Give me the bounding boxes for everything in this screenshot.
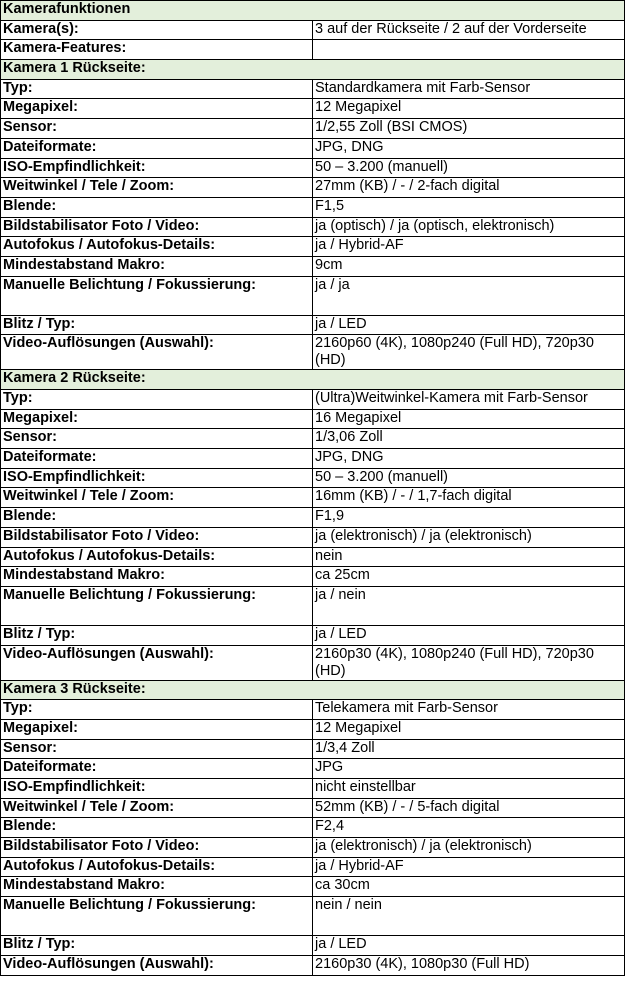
spec-value: 52mm (KB) / - / 5-fach digital bbox=[313, 798, 625, 818]
spec-label: Bildstabilisator Foto / Video: bbox=[1, 838, 313, 858]
spec-row bbox=[1, 158, 625, 178]
spec-label: Sensor: bbox=[1, 429, 313, 449]
spec-label: Dateiformate: bbox=[1, 759, 313, 779]
spec-value: ja / LED bbox=[313, 936, 625, 956]
spec-row bbox=[1, 739, 625, 759]
spec-value: 3 auf der Rückseite / 2 auf der Vorderseite bbox=[313, 20, 625, 40]
spec-value: 12 Megapixel bbox=[313, 99, 625, 119]
spec-label: Blitz / Typ: bbox=[1, 625, 313, 645]
spec-label: ISO-Empfindlichkeit: bbox=[1, 779, 313, 799]
spec-row bbox=[1, 955, 625, 975]
spec-row bbox=[1, 449, 625, 469]
spec-table-body bbox=[1, 1, 625, 976]
spec-label: Video-Auflösungen (Auswahl): bbox=[1, 955, 313, 975]
spec-row bbox=[1, 40, 625, 60]
camera-2-section-row bbox=[1, 370, 625, 390]
spec-label: Typ: bbox=[1, 390, 313, 410]
spec-row bbox=[1, 547, 625, 567]
spec-value: ja / nein bbox=[313, 586, 625, 625]
spec-label: ISO-Empfindlichkeit: bbox=[1, 468, 313, 488]
spec-row bbox=[1, 936, 625, 956]
spec-label: Video-Auflösungen (Auswahl): bbox=[1, 335, 313, 370]
spec-row bbox=[1, 409, 625, 429]
spec-label: Autofokus / Autofokus-Details: bbox=[1, 237, 313, 257]
spec-label: Kamera(s): bbox=[1, 20, 313, 40]
spec-row bbox=[1, 857, 625, 877]
spec-value: ja / Hybrid-AF bbox=[313, 237, 625, 257]
spec-value: 50 – 3.200 (manuell) bbox=[313, 158, 625, 178]
spec-value: nein / nein bbox=[313, 897, 625, 936]
spec-label: Mindestabstand Makro: bbox=[1, 877, 313, 897]
spec-value: JPG bbox=[313, 759, 625, 779]
spec-value: ja (elektronisch) / ja (elektronisch) bbox=[313, 838, 625, 858]
spec-label: Mindestabstand Makro: bbox=[1, 567, 313, 587]
spec-row bbox=[1, 178, 625, 198]
spec-row bbox=[1, 488, 625, 508]
spec-row bbox=[1, 508, 625, 528]
spec-row bbox=[1, 138, 625, 158]
spec-row bbox=[1, 429, 625, 449]
spec-row bbox=[1, 779, 625, 799]
camera-1-section-row bbox=[1, 60, 625, 80]
spec-row bbox=[1, 586, 625, 625]
spec-value: 12 Megapixel bbox=[313, 719, 625, 739]
spec-label: Manuelle Belichtung / Fokussierung: bbox=[1, 276, 313, 315]
spec-row bbox=[1, 256, 625, 276]
kamerafunktionen-section-row bbox=[1, 1, 625, 21]
spec-label: Autofokus / Autofokus-Details: bbox=[1, 857, 313, 877]
spec-row bbox=[1, 276, 625, 315]
spec-row bbox=[1, 335, 625, 370]
spec-value: nicht einstellbar bbox=[313, 779, 625, 799]
spec-label: Megapixel: bbox=[1, 409, 313, 429]
spec-value: 16 Megapixel bbox=[313, 409, 625, 429]
spec-value: nein bbox=[313, 547, 625, 567]
spec-value: 1/3,06 Zoll bbox=[313, 429, 625, 449]
camera-2-section-title: Kamera 2 Rückseite: bbox=[1, 370, 625, 390]
spec-row bbox=[1, 897, 625, 936]
spec-value: Telekamera mit Farb-Sensor bbox=[313, 700, 625, 720]
spec-value: 27mm (KB) / - / 2-fach digital bbox=[313, 178, 625, 198]
spec-row bbox=[1, 700, 625, 720]
spec-value: 50 – 3.200 (manuell) bbox=[313, 468, 625, 488]
spec-label: Weitwinkel / Tele / Zoom: bbox=[1, 798, 313, 818]
spec-value: F1,9 bbox=[313, 508, 625, 528]
spec-label: Manuelle Belichtung / Fokussierung: bbox=[1, 897, 313, 936]
spec-value: Standardkamera mit Farb-Sensor bbox=[313, 79, 625, 99]
spec-label: Blende: bbox=[1, 197, 313, 217]
camera-3-section-title: Kamera 3 Rückseite: bbox=[1, 680, 625, 700]
spec-label: Sensor: bbox=[1, 739, 313, 759]
spec-row bbox=[1, 719, 625, 739]
spec-row bbox=[1, 468, 625, 488]
spec-label: Dateiformate: bbox=[1, 449, 313, 469]
spec-value: JPG, DNG bbox=[313, 449, 625, 469]
spec-value: 2160p30 (4K), 1080p240 (Full HD), 720p30 (HD) bbox=[313, 645, 625, 680]
spec-value: ca 25cm bbox=[313, 567, 625, 587]
spec-row bbox=[1, 759, 625, 779]
spec-value: ja / Hybrid-AF bbox=[313, 857, 625, 877]
spec-label: Dateiformate: bbox=[1, 138, 313, 158]
spec-label: Blitz / Typ: bbox=[1, 936, 313, 956]
spec-row bbox=[1, 527, 625, 547]
spec-label: Blende: bbox=[1, 818, 313, 838]
camera-3-section-row bbox=[1, 680, 625, 700]
spec-value: JPG, DNG bbox=[313, 138, 625, 158]
spec-label: Weitwinkel / Tele / Zoom: bbox=[1, 178, 313, 198]
spec-value: 2160p30 (4K), 1080p30 (Full HD) bbox=[313, 955, 625, 975]
spec-row bbox=[1, 645, 625, 680]
spec-value: 16mm (KB) / - / 1,7-fach digital bbox=[313, 488, 625, 508]
spec-label: Megapixel: bbox=[1, 719, 313, 739]
spec-row bbox=[1, 237, 625, 257]
spec-row bbox=[1, 390, 625, 410]
spec-value: ja / LED bbox=[313, 315, 625, 335]
spec-value: (Ultra)Weitwinkel-Kamera mit Farb-Sensor bbox=[313, 390, 625, 410]
spec-value: ja / ja bbox=[313, 276, 625, 315]
spec-row bbox=[1, 798, 625, 818]
spec-label: ISO-Empfindlichkeit: bbox=[1, 158, 313, 178]
spec-row bbox=[1, 315, 625, 335]
spec-label: Megapixel: bbox=[1, 99, 313, 119]
spec-label: Autofokus / Autofokus-Details: bbox=[1, 547, 313, 567]
spec-value: 1/3,4 Zoll bbox=[313, 739, 625, 759]
spec-label: Bildstabilisator Foto / Video: bbox=[1, 527, 313, 547]
spec-label: Blitz / Typ: bbox=[1, 315, 313, 335]
spec-row bbox=[1, 838, 625, 858]
spec-value: 2160p60 (4K), 1080p240 (Full HD), 720p30 (HD) bbox=[313, 335, 625, 370]
spec-row bbox=[1, 197, 625, 217]
spec-row bbox=[1, 567, 625, 587]
spec-value bbox=[313, 40, 625, 60]
spec-row bbox=[1, 79, 625, 99]
spec-value: 1/2,55 Zoll (BSI CMOS) bbox=[313, 119, 625, 139]
spec-label: Video-Auflösungen (Auswahl): bbox=[1, 645, 313, 680]
spec-value: F2,4 bbox=[313, 818, 625, 838]
spec-row bbox=[1, 818, 625, 838]
kamerafunktionen-section-title: Kamerafunktionen bbox=[1, 1, 625, 21]
spec-label: Sensor: bbox=[1, 119, 313, 139]
spec-row bbox=[1, 119, 625, 139]
spec-value: F1,5 bbox=[313, 197, 625, 217]
spec-label: Bildstabilisator Foto / Video: bbox=[1, 217, 313, 237]
spec-label: Kamera-Features: bbox=[1, 40, 313, 60]
spec-row bbox=[1, 217, 625, 237]
spec-value: 9cm bbox=[313, 256, 625, 276]
spec-value: ja (optisch) / ja (optisch, elektronisch) bbox=[313, 217, 625, 237]
spec-row bbox=[1, 877, 625, 897]
spec-label: Typ: bbox=[1, 700, 313, 720]
spec-row bbox=[1, 20, 625, 40]
camera-1-section-title: Kamera 1 Rückseite: bbox=[1, 60, 625, 80]
spec-row bbox=[1, 625, 625, 645]
spec-value: ca 30cm bbox=[313, 877, 625, 897]
spec-label: Mindestabstand Makro: bbox=[1, 256, 313, 276]
spec-label: Manuelle Belichtung / Fokussierung: bbox=[1, 586, 313, 625]
spec-label: Typ: bbox=[1, 79, 313, 99]
spec-label: Blende: bbox=[1, 508, 313, 528]
spec-label: Weitwinkel / Tele / Zoom: bbox=[1, 488, 313, 508]
spec-value: ja (elektronisch) / ja (elektronisch) bbox=[313, 527, 625, 547]
spec-value: ja / LED bbox=[313, 625, 625, 645]
spec-row bbox=[1, 99, 625, 119]
